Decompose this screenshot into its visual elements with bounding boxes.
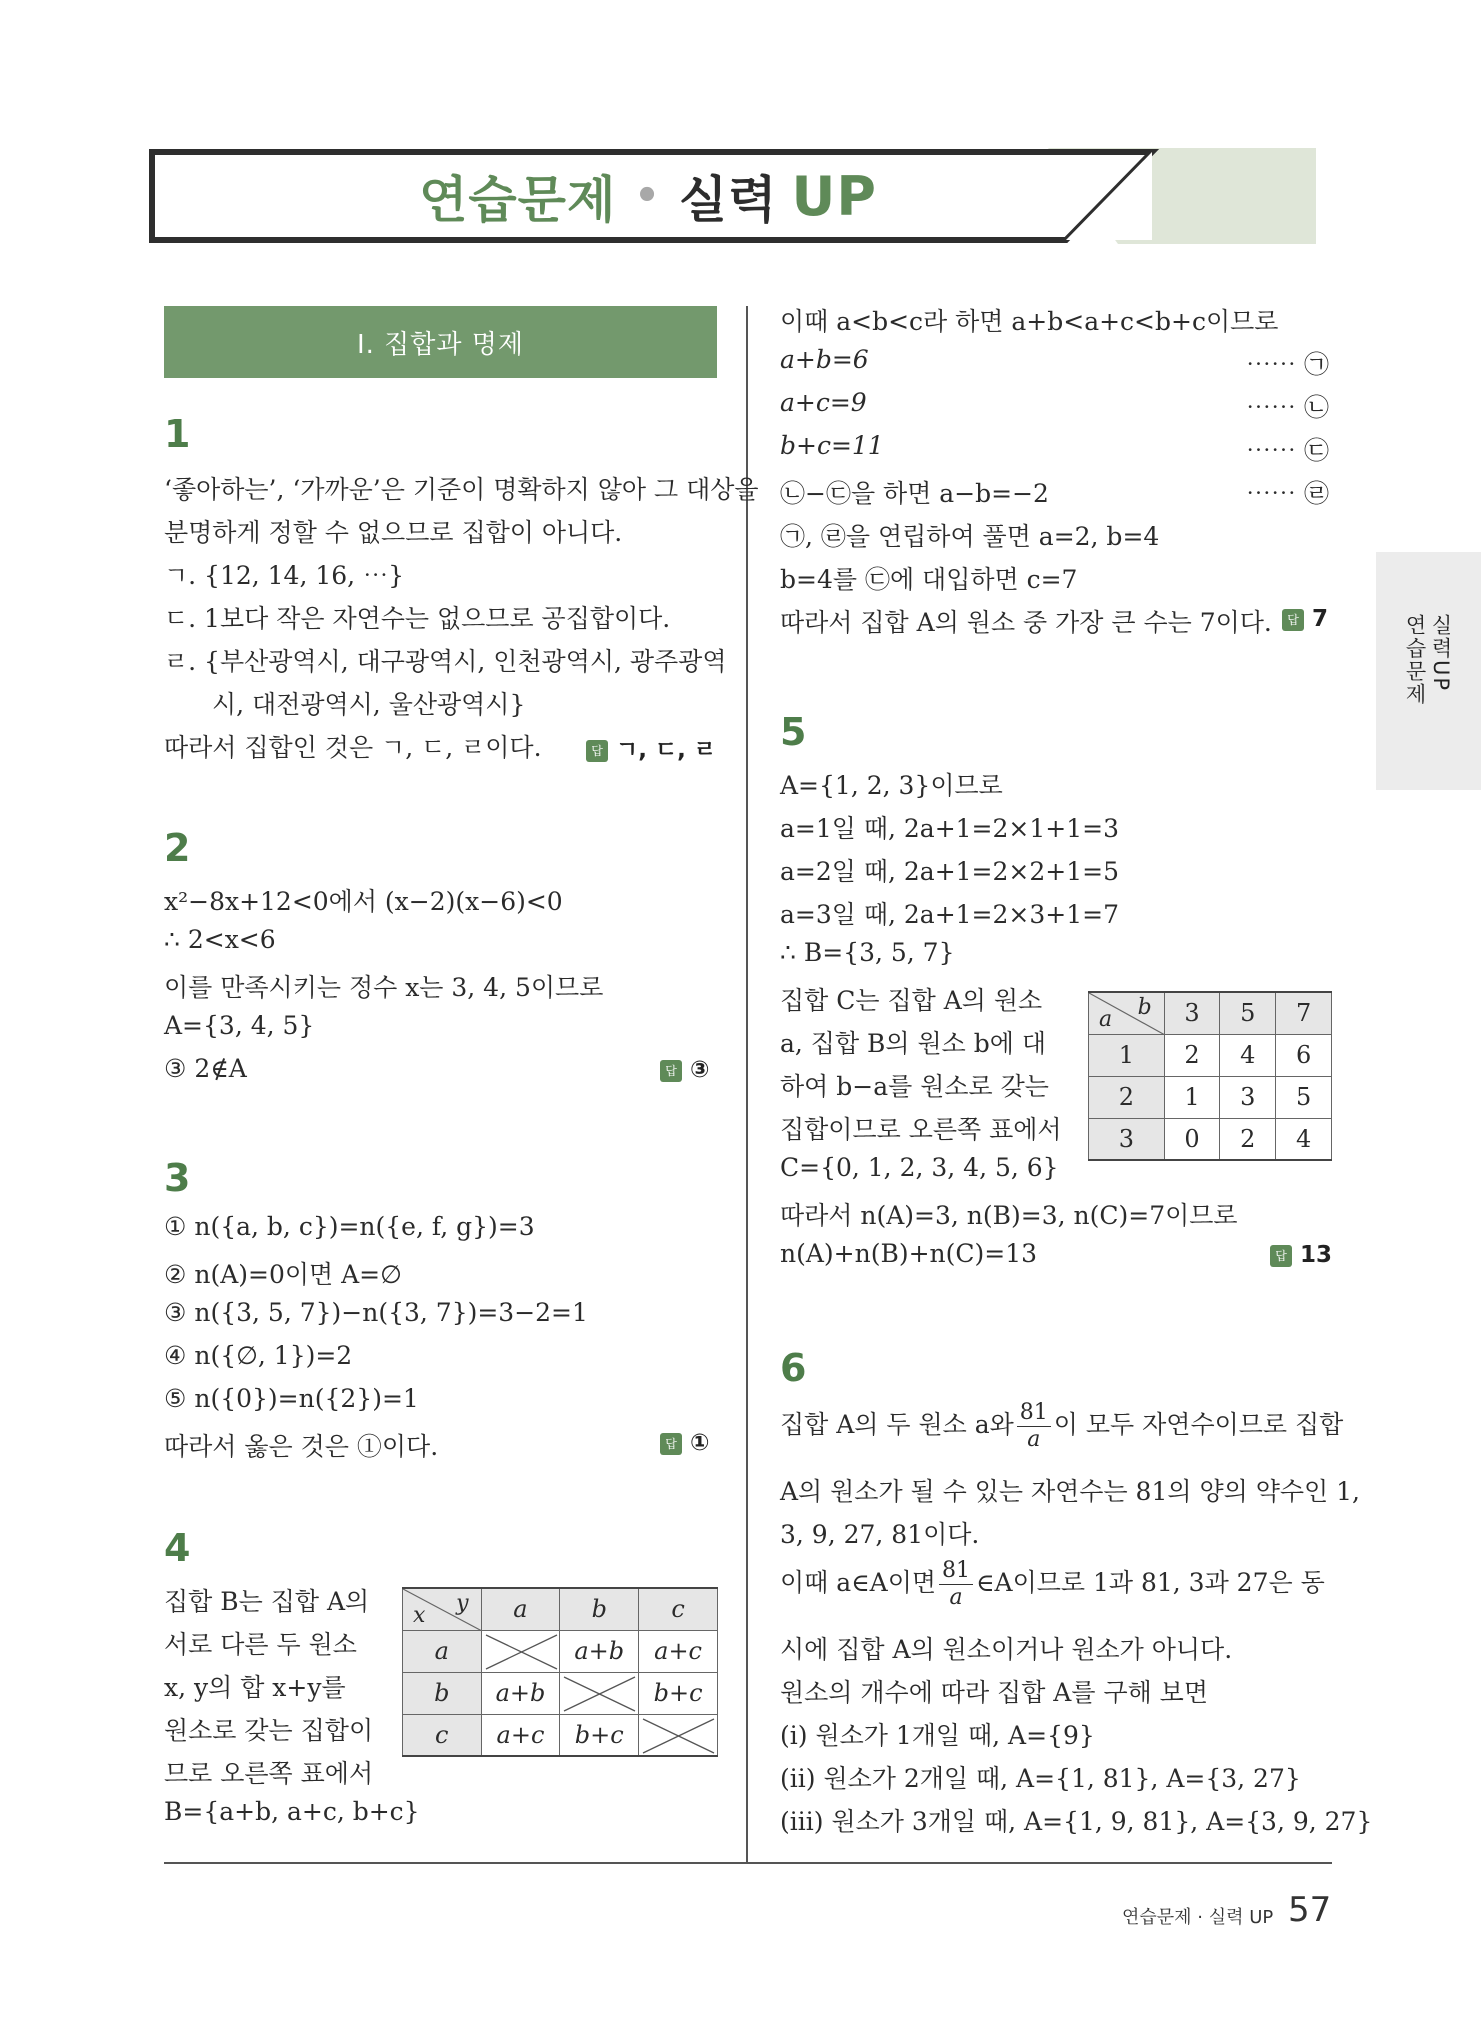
table-cell: 4 — [1276, 1118, 1332, 1160]
banner-title-part2: 실력 — [678, 171, 778, 229]
problem-1-answer: 답 ㄱ, ㄷ, ㄹ — [586, 731, 716, 764]
problem-4-answer: 답 7 — [1282, 606, 1328, 632]
problem-4-cont-line: a+b=6 — [780, 345, 869, 374]
answer-mark-icon: 답 — [660, 1433, 682, 1455]
problem-4-cont-line: ㉠, ㉣을 연립하여 풀면 a=2, b=4 — [780, 522, 1160, 551]
problem-4-line: 므로 오른쪽 표에서 — [164, 1759, 374, 1788]
answer-mark-icon: 답 — [660, 1060, 682, 1082]
problem-4-number: 4 — [164, 1526, 191, 1570]
table-corner-cell: b a — [1089, 992, 1165, 1034]
table-cell: a+c — [639, 1630, 718, 1672]
problem-3-line: ⑤ n({0})=n({2})=1 — [164, 1384, 419, 1413]
problem-4-cont-line: b+c=11 — [780, 431, 884, 460]
equation-tag: ⋯⋯ ㉡ — [1246, 393, 1329, 422]
side-tab-label-2: 연습문제 — [1403, 614, 1427, 706]
fraction-81-over-a: $\frac{81}{a}$ — [939, 1560, 973, 1609]
problem-2-line: ∴ 2<x<6 — [164, 925, 276, 954]
problem-4-cont-line: 따라서 집합 A의 원소 중 가장 큰 수는 7이다. — [780, 608, 1272, 637]
problem-5-line: 집합 C는 집합 A의 원소 — [780, 986, 1043, 1015]
problem-6-line: 원소의 개수에 따라 집합 A를 구해 보면 — [780, 1678, 1208, 1707]
problem-6-line: A의 원소가 될 수 있는 자연수는 81의 양의 약수인 1, — [780, 1477, 1360, 1506]
fraction-81-over-a: $\frac{81}{a}$ — [1017, 1402, 1051, 1451]
problem-1-line: 따라서 집합인 것은 ㄱ, ㄷ, ㄹ이다. — [164, 733, 542, 762]
problem-3-number: 3 — [164, 1156, 191, 1200]
table-cell: 5 — [1276, 1076, 1332, 1118]
table-col-header: a — [481, 1588, 560, 1630]
problem-1-line: ㄱ. {12, 14, 16, ⋯} — [164, 561, 404, 590]
problem-4-line: x, y의 합 x+y를 — [164, 1673, 346, 1702]
problem-4-cont-line: b=4를 ㉢에 대입하면 c=7 — [780, 565, 1078, 594]
problem-4-line: 서로 다른 두 원소 — [164, 1630, 357, 1659]
table-cell-crossed — [481, 1630, 560, 1672]
problem-5-line: 하여 b−a를 원소로 갖는 — [780, 1072, 1049, 1101]
problem-2-number: 2 — [164, 826, 191, 870]
column-divider — [746, 306, 748, 1862]
table-col-header: c — [639, 1588, 718, 1630]
problem-5-line: C={0, 1, 2, 3, 4, 5, 6} — [780, 1153, 1059, 1182]
problem-1-line: ㄹ. {부산광역시, 대구광역시, 인천광역시, 광주광역 — [164, 647, 727, 676]
problem-5-line: A={1, 2, 3}이므로 — [780, 771, 1003, 800]
problem-5-line: n(A)+n(B)+n(C)=13 — [780, 1239, 1038, 1268]
problem-6-number: 6 — [780, 1346, 807, 1390]
problem-3-line: 따라서 옳은 것은 ①이다. — [164, 1432, 439, 1461]
table-col-header: b — [560, 1588, 639, 1630]
problem-3-answer: 답 ① — [660, 1430, 709, 1456]
side-tab-label-1: 실력UP — [1429, 614, 1453, 693]
problem-6-line: (ⅱ) 원소가 2개일 때, A={1, 81}, A={3, 27} — [780, 1764, 1301, 1793]
problem-4-cont-line: a+c=9 — [780, 388, 867, 417]
problem-3-line: ③ n({3, 5, 7})−n({3, 7})=3−2=1 — [164, 1298, 588, 1327]
table-cell: 0 — [1164, 1118, 1220, 1160]
problem-3-line: ④ n({∅, 1})=2 — [164, 1341, 353, 1370]
problem-4-line: 집합 B는 집합 A의 — [164, 1587, 370, 1616]
problem-5-line: ∴ B={3, 5, 7} — [780, 938, 955, 967]
equation-tag: ⋯⋯ ㉢ — [1246, 436, 1329, 465]
problem-5-line: 따라서 n(A)=3, n(B)=3, n(C)=7이므로 — [780, 1201, 1238, 1230]
table-cell: 1 — [1164, 1076, 1220, 1118]
table-corner-cell: y x — [403, 1588, 482, 1630]
problem-6-line: (ⅰ) 원소가 1개일 때, A={9} — [780, 1721, 1095, 1750]
equation-tag: ⋯⋯ ㉣ — [1246, 479, 1329, 508]
problem-4-line: B={a+b, a+c, b+c} — [164, 1797, 420, 1826]
banner — [148, 148, 1316, 244]
side-tab — [1376, 552, 1481, 790]
problem-2-answer: 답 ③ — [660, 1057, 709, 1083]
table-cell: a+b — [560, 1630, 639, 1672]
equation-tag: ⋯⋯ ㉠ — [1246, 350, 1329, 379]
table-cell: 6 — [1276, 1034, 1332, 1076]
table-cell: a+b — [481, 1672, 560, 1714]
problem-2-line: 이를 만족시키는 정수 x는 3, 4, 5이므로 — [164, 973, 604, 1002]
table-cell: 3 — [1220, 1076, 1276, 1118]
problem-6-line: 집합 A의 두 원소 a와 $\frac{81}{a}$ 이 모두 자연수이므로 집합 — [780, 1400, 1344, 1452]
problem-4-line: 원소로 갖는 집합이 — [164, 1716, 374, 1745]
answer-mark-icon: 답 — [586, 740, 608, 762]
problem-5-number: 5 — [780, 710, 807, 754]
table-col-header: 5 — [1220, 992, 1276, 1034]
table-cell: a+c — [481, 1714, 560, 1756]
banner-title-part3: UP — [791, 164, 877, 228]
table-col-header: 3 — [1164, 992, 1220, 1034]
footer-label: 연습문제 · 실력 UP — [1122, 1907, 1274, 1928]
table-row-header: 1 — [1089, 1034, 1165, 1076]
problem-4-table — [402, 1587, 718, 1757]
problem-5-line: a=2일 때, 2a+1=2×2+1=5 — [780, 857, 1119, 886]
table-cell: b+c — [560, 1714, 639, 1756]
answer-mark-icon: 답 — [1270, 1245, 1292, 1267]
table-cell: b+c — [639, 1672, 718, 1714]
table-cell-crossed — [639, 1714, 718, 1756]
banner-title-part1: 연습문제 — [419, 171, 617, 229]
problem-1-line: ㄷ. 1보다 작은 자연수는 없으므로 공집합이다. — [164, 604, 671, 633]
problem-5-table — [1088, 991, 1332, 1161]
banner-dot: • — [634, 173, 661, 219]
table-cell-crossed — [560, 1672, 639, 1714]
table-row-header: 3 — [1089, 1118, 1165, 1160]
table-cell: 2 — [1164, 1034, 1220, 1076]
table-row-header: 2 — [1089, 1076, 1165, 1118]
problem-3-line: ① n({a, b, c})=n({e, f, g})=3 — [164, 1212, 535, 1241]
problem-1-number: 1 — [164, 412, 191, 456]
table-row-header: b — [403, 1672, 482, 1714]
problem-2-line: x²−8x+12<0에서 (x−2)(x−6)<0 — [164, 887, 563, 916]
banner-title — [148, 148, 1148, 244]
problem-2-line: A={3, 4, 5} — [164, 1011, 315, 1040]
problem-5-line: 집합이므로 오른쪽 표에서 — [780, 1115, 1062, 1144]
problem-2-line: ③ 2∉A — [164, 1054, 247, 1083]
section-header: Ⅰ. 집합과 명제 — [164, 306, 717, 378]
problem-3-line: ② n(A)=0이면 A=∅ — [164, 1260, 402, 1289]
table-cell: 4 — [1220, 1034, 1276, 1076]
problem-6-line: (ⅲ) 원소가 3개일 때, A={1, 9, 81}, A={3, 9, 27} — [780, 1807, 1373, 1836]
table-cell: 2 — [1220, 1118, 1276, 1160]
problem-6-line: 시에 집합 A의 원소이거나 원소가 아니다. — [780, 1635, 1233, 1664]
table-row-header: a — [403, 1630, 482, 1672]
problem-4-cont-line: ㉡−㉢을 하면 a−b=−2 — [780, 479, 1049, 508]
problem-1-line: ‘좋아하는’, ‘가까운’은 기준이 명확하지 않아 그 대상을 — [164, 475, 759, 504]
page-number: 57 — [1288, 1890, 1332, 1930]
problem-4-cont-line: 이때 a<b<c라 하면 a+b<a+c<b+c이므로 — [780, 307, 1279, 336]
problem-5-answer: 답 13 — [1270, 1242, 1332, 1268]
table-row-header: c — [403, 1714, 482, 1756]
answer-mark-icon: 답 — [1282, 609, 1304, 631]
problem-1-line: 시, 대전광역시, 울산광역시} — [212, 690, 526, 719]
table-col-header: 7 — [1276, 992, 1332, 1034]
problem-6-line: 3, 9, 27, 81이다. — [780, 1520, 980, 1549]
problem-1-line: 분명하게 정할 수 없으므로 집합이 아니다. — [164, 518, 623, 547]
problem-5-line: a, 집합 B의 원소 b에 대 — [780, 1029, 1047, 1058]
problem-5-line: a=3일 때, 2a+1=2×3+1=7 — [780, 900, 1119, 929]
problem-5-line: a=1일 때, 2a+1=2×1+1=3 — [780, 814, 1119, 843]
problem-6-line: 이때 a∈A이면 $\frac{81}{a}$ ∈A이므로 1과 81, 3과 27은 동 — [780, 1558, 1325, 1610]
bottom-rule — [164, 1862, 1332, 1864]
